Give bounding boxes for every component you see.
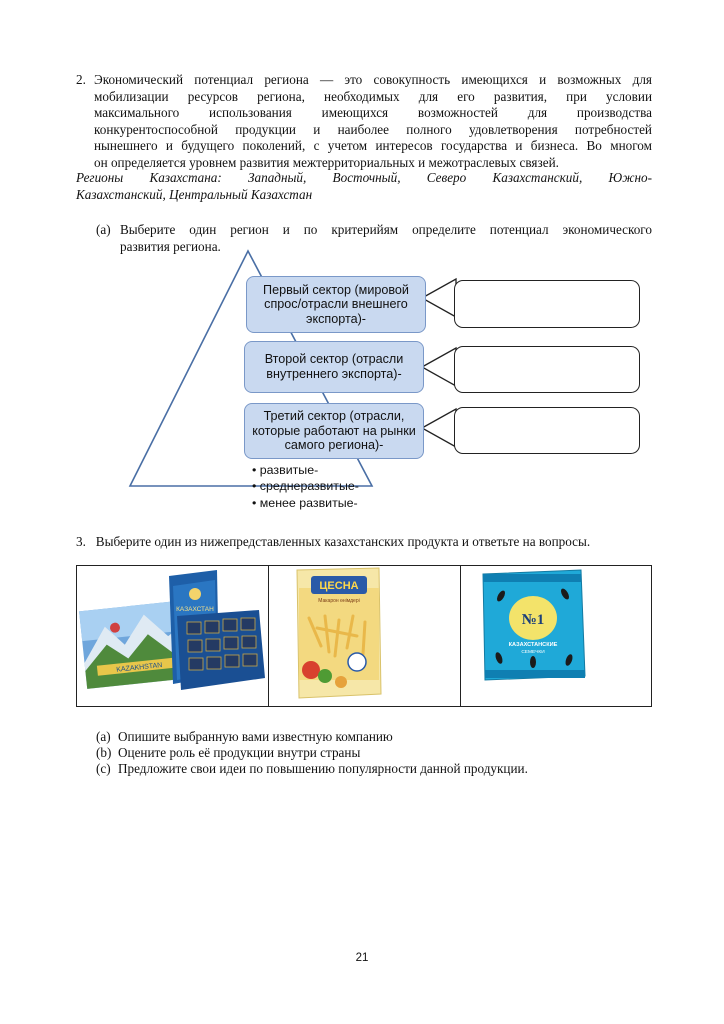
seeds-brand: №1	[521, 612, 545, 628]
q2-line: нынешнего и будущего поколений, с учетом интересов государства и бизнеса. Во многом	[94, 138, 652, 154]
chocolate-box-image	[77, 566, 267, 706]
subquestion-number: (c)	[96, 761, 111, 776]
product-cell-chocolate[interactable]	[77, 566, 269, 706]
pasta-pack-image	[269, 566, 459, 706]
subquestion-c	[96, 761, 528, 778]
seeds-sub: КАЗАХСТАНСКИЕ	[508, 642, 558, 648]
subquestion-a	[96, 729, 393, 746]
q2-line: Экономический потенциал региона — это совокупность имеющихся и возможных для	[94, 72, 652, 87]
subquestion-text: Опишите выбранную вами известную компанию	[118, 729, 393, 744]
subquestion-b	[96, 745, 360, 762]
development-levels	[252, 462, 359, 511]
pasta-brand: ЦЕСНА	[319, 580, 359, 592]
subquestion-text: Оцените роль её продукции внутри страны	[118, 745, 361, 760]
answer-box-1[interactable]	[454, 280, 640, 328]
seeds-sub2: СЕМЕЧКИ	[521, 650, 545, 655]
question-3-text: Выберите один из нижепредставленных казахстанских продукта и ответьте на вопросы.	[95, 534, 591, 549]
arrow-icon	[422, 279, 456, 317]
box-text: KAZAKHSTAN	[116, 661, 163, 674]
arrow-icon	[422, 409, 456, 447]
product-cell-pasta[interactable]	[269, 566, 461, 706]
q2-line: максимального использования имеющихся возможностей для производства	[94, 105, 652, 121]
question-2a-line: развития региона.	[120, 238, 221, 254]
question-2-number: 2.	[76, 72, 86, 87]
answer-box-2[interactable]	[454, 346, 640, 393]
subquestion-number: (b)	[96, 745, 112, 760]
q2-line: он определяется уровнем развития межтерриториальных и межотраслевых связей.	[94, 154, 559, 170]
regions-line: Казахстанский, Центральный Казахстан	[76, 186, 313, 202]
sector-2-box: Второй сектор (отрасли внутреннего экспорта)-	[244, 341, 424, 393]
sector-1-box: Первый сектор (мировой спрос/отрасли внешнего экспорта)-	[246, 276, 426, 333]
answer-box-3[interactable]	[454, 407, 640, 454]
product-cell-seeds[interactable]	[461, 566, 651, 706]
sector-3-box: Третий сектор (отрасли, которые работают на рынки самого региона)-	[244, 403, 424, 459]
arrow-icon	[422, 348, 456, 386]
question-3-number: 3.	[76, 534, 86, 549]
q2-line: конкурентоспособной продукции и наиболее полного удовлетворения потребностей	[94, 121, 652, 137]
question-2a-line: Выберите один регион и по критерийям определите потенциал экономического	[120, 222, 652, 237]
subquestion-number: (a)	[96, 729, 111, 744]
regions-line: Регионы Казахстана: Западный, Восточный, Северо Казахстанский, Южно-	[76, 170, 652, 185]
question-3	[76, 534, 656, 551]
subquestion-text: Предложите свои идеи по повышению популярности данной продукции.	[118, 761, 528, 776]
bullet-item: • развитые-	[252, 463, 319, 477]
bullet-item: • менее развитые-	[252, 495, 358, 510]
q2-line: мобилизации ресурсов региона, необходимых для его развития, при условии	[94, 88, 652, 104]
page-number: 21	[355, 952, 369, 964]
products-table	[76, 565, 652, 707]
bullet-item: • среднеразвитые-	[252, 479, 359, 494]
seeds-pack-image	[461, 566, 651, 706]
question-2a-number: (a)	[96, 222, 111, 237]
pasta-sub: Макарон өнімдері	[318, 598, 360, 604]
box-label: КАЗАХСТАН	[176, 606, 214, 613]
